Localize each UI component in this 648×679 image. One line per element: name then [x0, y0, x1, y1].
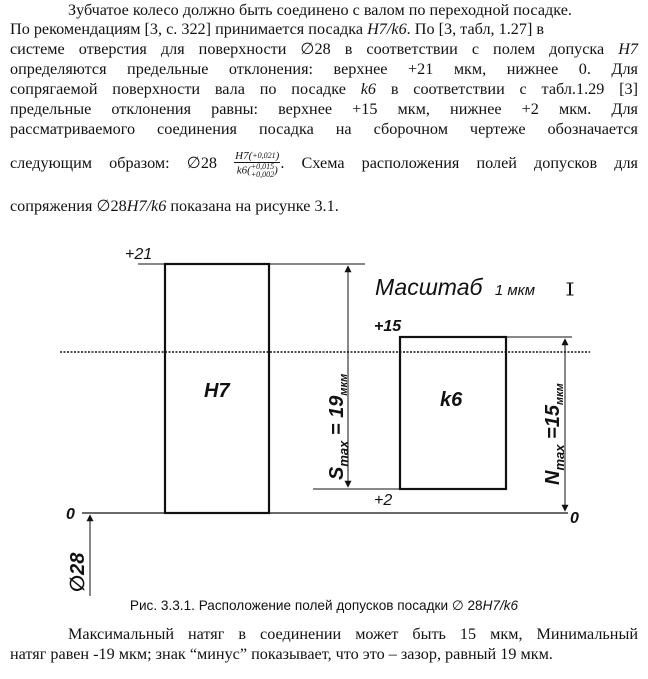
zero-left-label: 0 [66, 506, 75, 523]
paragraph-line [10, 1, 638, 20]
text-span: По рекомендациям [3, с. 322] принимается посадка [10, 20, 368, 38]
scale-label [375, 274, 535, 300]
formula-numerator: H7( [235, 149, 253, 162]
k6-lower-deviation: +2 [374, 492, 393, 509]
paragraph-line [10, 148, 638, 179]
paragraph-line [10, 20, 638, 39]
formula-denominator: k6( [236, 164, 251, 177]
nmax-subscript: max [552, 444, 567, 471]
nmax-unit: мкм [554, 383, 566, 406]
figure-caption [0, 598, 648, 614]
text-span: системе отверстия для поверхности ∅28 в соответствии с полем допуска [10, 40, 619, 58]
smax-subscript: max [336, 440, 351, 467]
h7-upper-deviation: +21 [125, 246, 153, 263]
text-span: рассматриваемого соединения посадка на сборочном чертеже обозначается [10, 120, 638, 138]
nmax-symbol: N [542, 470, 564, 485]
text-span: Зубчатое колесо должно быть соединено с валом по переходной посадке. [68, 1, 572, 19]
text-span: предельные отклонения равны: верхнее +15 мкм, нижнее +2 мкм. Для [10, 100, 638, 118]
paragraph-line [10, 197, 638, 216]
paragraph-line [10, 625, 638, 644]
text-span: сопряжения ∅28 [10, 197, 127, 215]
smax-value: = 19 [326, 395, 348, 441]
paragraph-line [10, 80, 638, 99]
text-span: сопрягаемой поверхности вала по посадке [10, 80, 361, 98]
paragraph-line [10, 100, 638, 119]
text-span: Максимальный натяг в соединении может быть 15 мкм, Минимальный [68, 625, 638, 643]
tolerance-diagram [0, 236, 648, 596]
text-span: определяются предельные отклонения: верхнее +21 мкм, нижнее 0. Для [10, 60, 638, 78]
fit-designation: H7/k6 [367, 20, 407, 38]
fit-designation: H7/k6 [126, 197, 167, 215]
k6-upper-deviation: +15 [374, 318, 402, 335]
formula-dev: +0,021 [252, 151, 276, 161]
h7-label: H7 [204, 380, 230, 402]
text-span: показана на рисунке 3.1. [166, 197, 339, 215]
paragraph-line [10, 645, 638, 664]
formula-dev: +0,015 [250, 161, 275, 171]
k6-tolerance-field [400, 337, 506, 489]
caption-fit: H7/k6 [482, 598, 519, 613]
text-span: следующим образом: ∅28 [10, 154, 218, 172]
k6-label: k6 [440, 389, 463, 411]
paragraph-line [10, 60, 638, 79]
fit-designation: H7 [618, 40, 638, 58]
diameter-label: ∅28 [67, 552, 89, 592]
nmax-value: =15 [542, 405, 564, 445]
smax-label [326, 374, 351, 480]
paragraph-line [10, 40, 638, 59]
smax-unit: мкм [338, 373, 350, 396]
text-span: в соответствии с табл.1.29 [3] [376, 80, 638, 98]
fit-designation: k6 [360, 80, 376, 98]
text-span: . Схема расположения полей допусков для [280, 154, 638, 172]
formula-dev: +0,002 [250, 169, 275, 179]
smax-symbol: S [326, 466, 348, 480]
zero-right-label: 0 [570, 510, 579, 527]
caption-text: Рис. 3.3.1. Расположение полей допусков посадки ∅ 28 [129, 598, 483, 613]
nmax-label [542, 383, 567, 485]
scale-word: Масштаб [375, 274, 483, 300]
fit-formula: H7( +0,021 ) k6( +0,015 +0,002 ) [235, 149, 280, 179]
scale-unit: 1 мкм [494, 282, 536, 299]
paragraph-line [10, 120, 638, 139]
text-span: натяг равен -19 мкм; знак “минус” показывает, что это – зазор, равный 19 мкм. [10, 645, 553, 663]
text-span: . По [3, табл, 1.27] в [406, 20, 545, 38]
